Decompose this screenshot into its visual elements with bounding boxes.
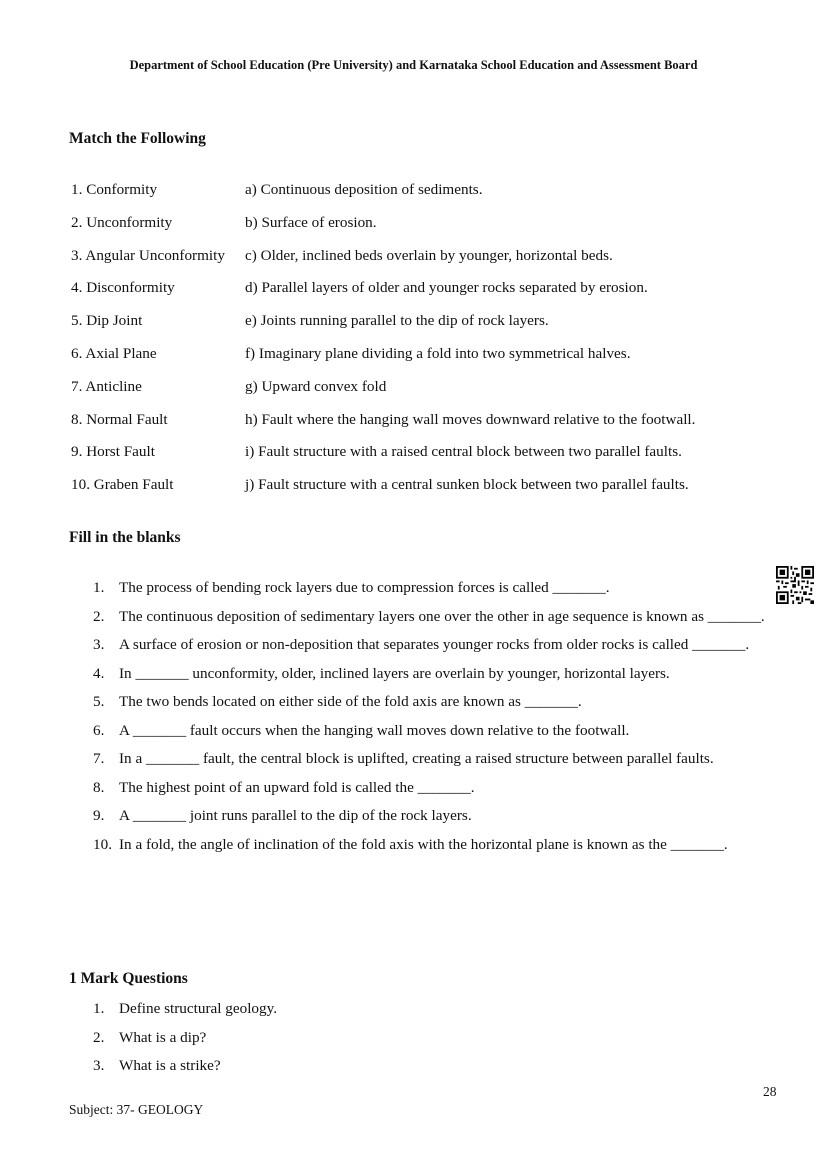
match-term: 6. Axial Plane — [71, 344, 157, 362]
match-section-title: Match the Following — [69, 130, 206, 147]
list-item — [93, 688, 783, 717]
match-row — [71, 276, 771, 309]
question-text: Define structural geology. — [119, 1000, 278, 1017]
match-term: 10. Graben Fault — [71, 476, 174, 494]
list-item — [93, 574, 783, 603]
match-definition: a) Continuous deposition of sediments. — [245, 181, 483, 198]
subject-footer: Subject: 37- GEOLOGY — [69, 1102, 204, 1117]
match-definition: f) Imaginary plane dividing a fold into two symmetrical halves. — [245, 344, 631, 362]
one-mark-list — [93, 995, 773, 1081]
page-number: 28 — [763, 1084, 777, 1099]
item-number: 10. — [93, 835, 112, 853]
match-definition: g) Upward convex fold — [245, 377, 387, 395]
match-row — [71, 375, 771, 408]
question-text: A _______ fault occurs when the hanging wall moves down relative to the footwall. — [119, 721, 630, 739]
match-definition: e) Joints running parallel to the dip of rock layers. — [245, 312, 549, 330]
page-header: Department of School Education (Pre University) and Karnataka School Education and Assessment Board — [129, 58, 698, 72]
question-text: A _______ joint runs parallel to the dip of the rock layers. — [119, 807, 472, 824]
match-definition: d) Parallel layers of older and younger rocks separated by erosion. — [245, 279, 648, 297]
match-row — [71, 211, 771, 244]
question-text: The highest point of an upward fold is called the _______. — [119, 778, 475, 796]
match-definition: h) Fault where the hanging wall moves downward relative to the footwall. — [245, 410, 696, 428]
match-row — [71, 342, 771, 375]
item-number: 5. — [93, 693, 105, 710]
match-term: 1. Conformity — [71, 181, 158, 198]
match-term: 3. Angular Unconformity — [71, 246, 225, 264]
list-item — [93, 603, 783, 632]
question-text: In _______ unconformity, older, inclined layers are overlain by younger, horizontal layers. — [119, 664, 670, 682]
question-text: The process of bending rock layers due to compression forces is called _______. — [119, 579, 610, 596]
question-text: A surface of erosion or non-deposition that separates younger rocks from older rocks is called _______. — [119, 636, 750, 653]
list-item — [93, 1052, 773, 1081]
list-item — [93, 774, 783, 803]
list-item — [93, 660, 783, 689]
item-number: 1. — [93, 579, 105, 596]
fill-blanks-list — [93, 574, 783, 859]
list-item — [93, 831, 783, 860]
item-number: 3. — [93, 636, 105, 653]
item-number: 6. — [93, 721, 105, 739]
match-definition: b) Surface of erosion. — [245, 213, 377, 231]
item-number: 8. — [93, 778, 105, 796]
item-number: 4. — [93, 664, 105, 682]
match-row — [71, 244, 771, 277]
list-item — [93, 745, 783, 774]
question-text: In a _______ fault, the central block is uplifted, creating a raised structure between parallel faults. — [119, 750, 714, 767]
fill-section-title: Fill in the blanks — [69, 529, 181, 546]
match-row — [71, 408, 771, 441]
question-text: The continuous deposition of sedimentary layers one over the other in age sequence is known as _______. — [119, 607, 765, 625]
match-definition: i) Fault structure with a raised central block between two parallel faults. — [245, 443, 682, 461]
match-definition: c) Older, inclined beds overlain by younger, horizontal beds. — [245, 246, 613, 264]
item-number: 1. — [93, 1000, 105, 1017]
question-text: In a fold, the angle of inclination of the fold axis with the horizontal plane is known as the _______. — [119, 835, 728, 853]
item-number: 9. — [93, 807, 105, 824]
match-term: 7. Anticline — [71, 377, 142, 395]
list-item — [93, 631, 783, 660]
list-item — [93, 802, 783, 831]
list-item — [93, 1024, 773, 1053]
item-number: 3. — [93, 1057, 105, 1074]
item-number: 7. — [93, 750, 105, 767]
match-row — [71, 440, 771, 473]
item-number: 2. — [93, 1028, 105, 1046]
question-text: What is a strike? — [119, 1057, 221, 1074]
match-row — [71, 178, 771, 211]
match-row — [71, 473, 771, 506]
match-term: 4. Disconformity — [71, 279, 175, 297]
match-list — [71, 178, 771, 506]
match-term: 9. Horst Fault — [71, 443, 155, 461]
match-definition: j) Fault structure with a central sunken block between two parallel faults. — [245, 476, 689, 494]
match-row — [71, 309, 771, 342]
question-text: The two bends located on either side of the fold axis are known as _______. — [119, 693, 582, 710]
list-item — [93, 995, 773, 1024]
item-number: 2. — [93, 607, 105, 625]
one-mark-section-title: 1 Mark Questions — [69, 970, 188, 987]
list-item — [93, 717, 783, 746]
match-term: 8. Normal Fault — [71, 410, 168, 428]
match-term: 5. Dip Joint — [71, 312, 143, 330]
match-term: 2. Unconformity — [71, 213, 173, 231]
question-text: What is a dip? — [119, 1028, 207, 1046]
